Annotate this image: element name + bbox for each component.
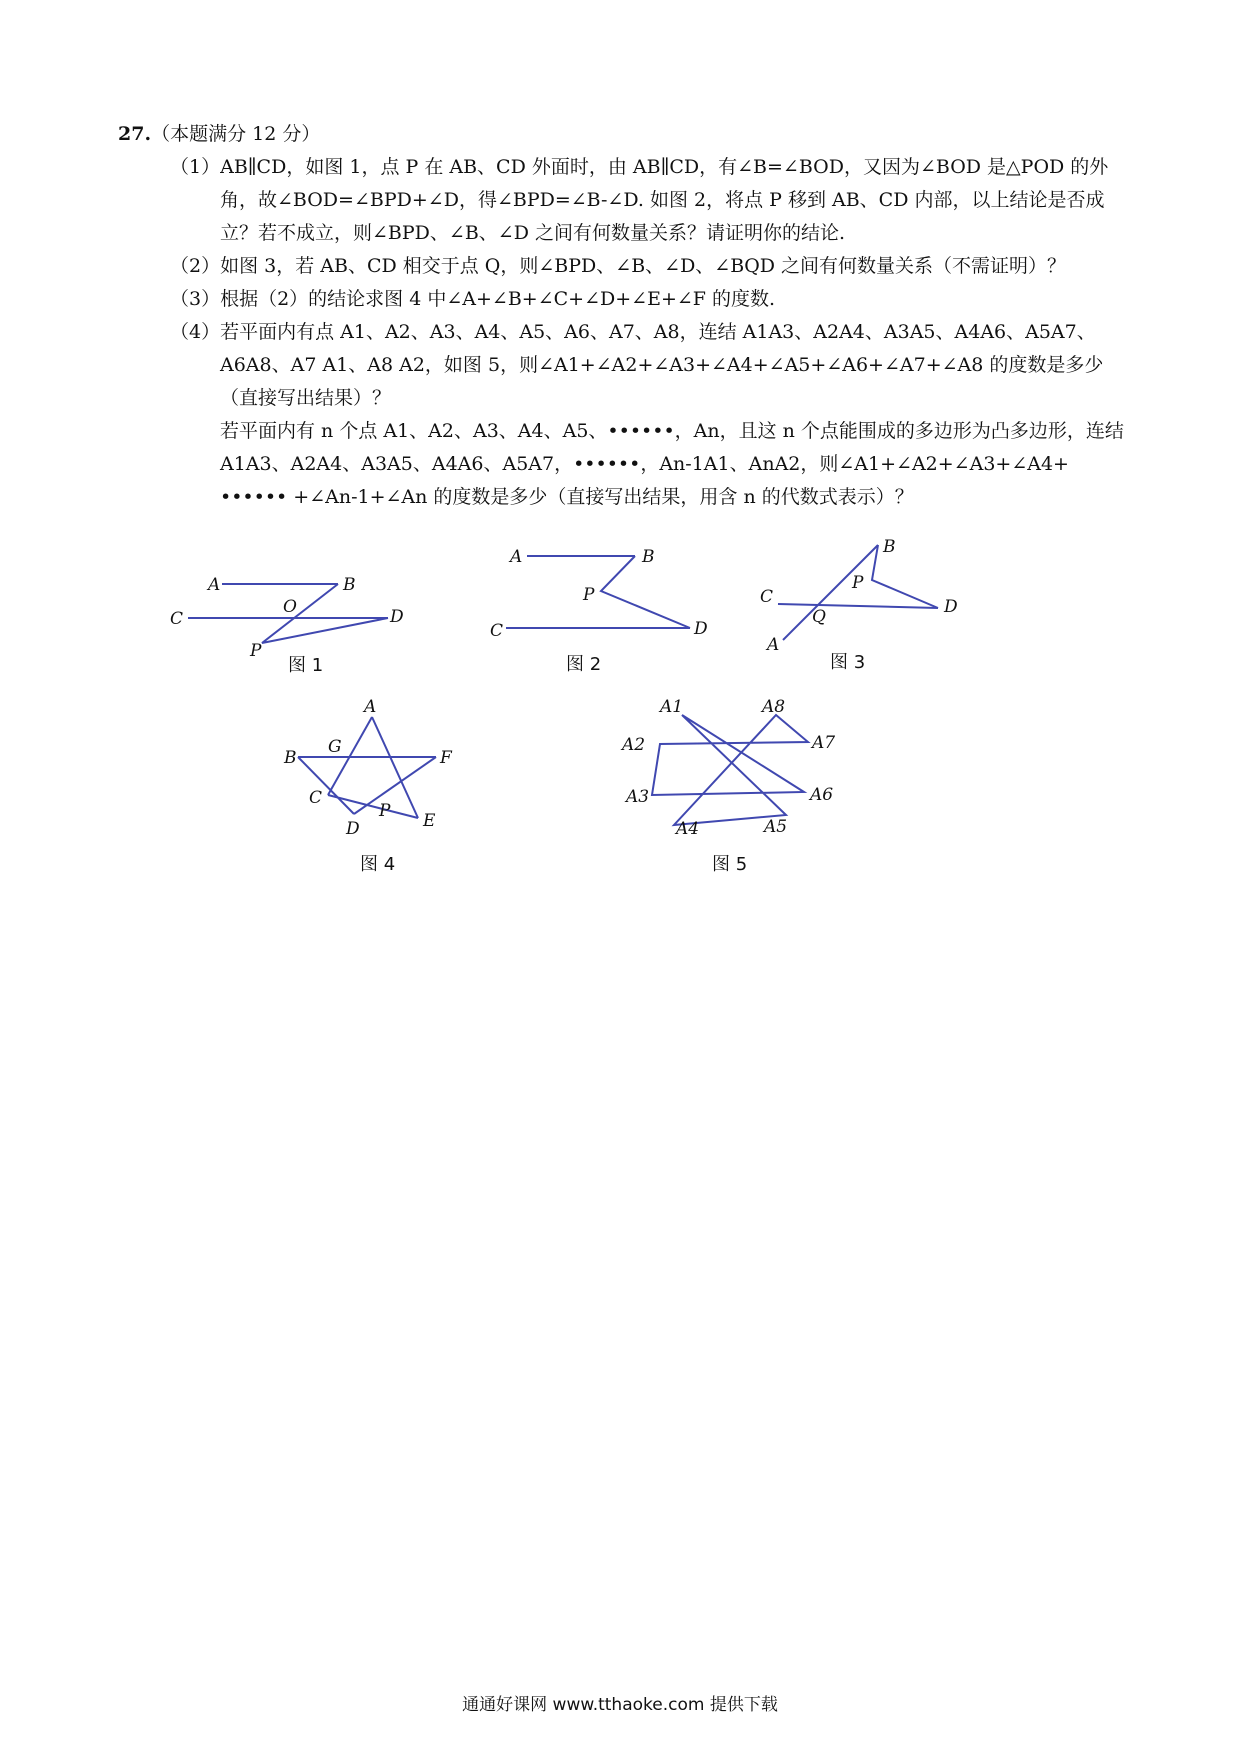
fig5-star-path: [652, 715, 808, 825]
fig3-line-cd: [778, 604, 938, 608]
fig3-label-c: C: [760, 587, 774, 607]
fig4-label-d: D: [346, 819, 360, 839]
fig1-label-o: O: [283, 597, 297, 617]
problem-heading: [118, 118, 1128, 151]
fig1-label-b: B: [343, 575, 356, 595]
fig2-label-a: A: [510, 547, 523, 567]
figure-5: [620, 697, 835, 875]
part-1-label: （1）: [170, 156, 221, 178]
fig2-label-b: B: [642, 547, 655, 567]
fig5-caption: 图 5: [712, 854, 748, 875]
problem-score-note: （本题满分 12 分）: [151, 123, 321, 145]
figure-2: [490, 547, 708, 675]
fig5-label-a5: A5: [764, 817, 788, 837]
fig4-line-fd: [354, 757, 436, 814]
fig1-label-p: P: [250, 641, 262, 661]
fig4-line-bd: [298, 757, 354, 814]
fig5-label-a1: A1: [660, 697, 684, 717]
part-4-general: [220, 415, 1128, 514]
fig3-path-bpd: [872, 545, 938, 608]
part-1: [170, 151, 1128, 250]
part-2-label: （2）: [170, 255, 221, 277]
fig4-line-ce: [328, 795, 418, 818]
fig5-label-a6: A6: [810, 785, 834, 805]
fig2-label-p: P: [583, 585, 595, 605]
fig5-label-a3: A3: [626, 787, 650, 807]
fig4-label-g: G: [328, 737, 342, 757]
fig4-label-f: F: [440, 748, 452, 768]
fig5-label-a2: A2: [622, 735, 646, 755]
fig2-label-c: C: [490, 621, 504, 641]
fig2-path-bpd: [601, 556, 690, 628]
part-4-label: （4）: [170, 321, 221, 343]
part-1-text: AB∥CD，如图 1，点 P 在 AB、CD 外面时，由 AB∥CD，有∠B=∠BOD，又因为∠BOD 是△POD 的外角，故∠BOD=∠BPD+∠D，得∠BPD=∠B-∠D. 如图 2，将点 P 移到 AB、CD 内部，以上结论是否成立？若不成立，则∠BPD、∠B、∠D 之间有何数量关系？请证明你的结论.: [220, 156, 1109, 244]
fig2-caption: 图 2: [566, 654, 602, 675]
part-3-label: （3）: [170, 288, 221, 310]
problem-27: [118, 118, 1128, 514]
fig1-path-bpd: [262, 584, 388, 643]
figure-3: [760, 537, 958, 673]
fig4-line-ae: [372, 717, 418, 818]
fig3-label-d: D: [944, 597, 958, 617]
fig1-caption: 图 1: [288, 655, 324, 676]
fig4-label-c: C: [309, 788, 323, 808]
fig3-label-q: Q: [812, 607, 826, 627]
fig3-label-a: A: [767, 635, 780, 655]
fig4-label-b: B: [284, 748, 297, 768]
part-4-text: 若平面内有点 A1、A2、A3、A4、A5、A6、A7、A8，连结 A1A3、A2A4、A3A5、A4A6、A5A7、A6A8、A7 A1、A8 A2，如图 5，则∠A1+∠A2+∠A3+∠A4+∠A5+∠A6+∠A7+∠A8 的度数是多少（直接写出结果）？: [220, 321, 1104, 409]
fig3-caption: 图 3: [830, 652, 866, 673]
fig5-label-a7: A7: [812, 733, 836, 753]
part-3: [170, 283, 1128, 316]
problem-number: 27.: [118, 123, 152, 145]
page-footer: 通通好课网 www.tthaoke.com 提供下载: [462, 1695, 778, 1715]
part-4: [170, 316, 1128, 415]
fig3-line-ab: [783, 545, 878, 640]
fig1-label-a: A: [208, 575, 221, 595]
fig5-label-a4: A4: [676, 819, 700, 839]
fig2-label-d: D: [694, 619, 708, 639]
fig4-caption: 图 4: [360, 854, 396, 875]
figure-1: [170, 575, 404, 676]
figure-4: [283, 697, 453, 875]
fig5-label-a8: A8: [762, 697, 786, 717]
part-2: [170, 250, 1128, 283]
fig3-label-b: B: [883, 537, 896, 557]
part-4-general-text: 若平面内有 n 个点 A1、A2、A3、A4、A5、••••••，An，且这 n 个点能围成的多边形为凸多边形，连结 A1A3、A2A4、A3A5、A4A6、A5A7，••••••，An-1A1、AnA2，则∠A1+∠A2+∠A3+∠A4+ •••••• +∠An-1+∠An 的度数是多少（直接写出结果，用含 n 的代数式表示）？: [220, 420, 1124, 508]
fig1-label-c: C: [170, 609, 184, 629]
part-3-text: 根据（2）的结论求图 4 中∠A+∠B+∠C+∠D+∠E+∠F 的度数.: [220, 288, 776, 310]
fig1-label-d: D: [390, 607, 404, 627]
fig4-label-e: E: [423, 811, 436, 831]
part-2-text: 如图 3，若 AB、CD 相交于点 Q，则∠BPD、∠B、∠D、∠BQD 之间有何数量关系（不需证明）？: [220, 255, 1067, 277]
fig4-line-ac: [328, 717, 372, 795]
fig4-label-a: A: [364, 697, 377, 717]
fig4-label-p: P: [379, 801, 391, 821]
fig3-label-p: P: [852, 573, 864, 593]
